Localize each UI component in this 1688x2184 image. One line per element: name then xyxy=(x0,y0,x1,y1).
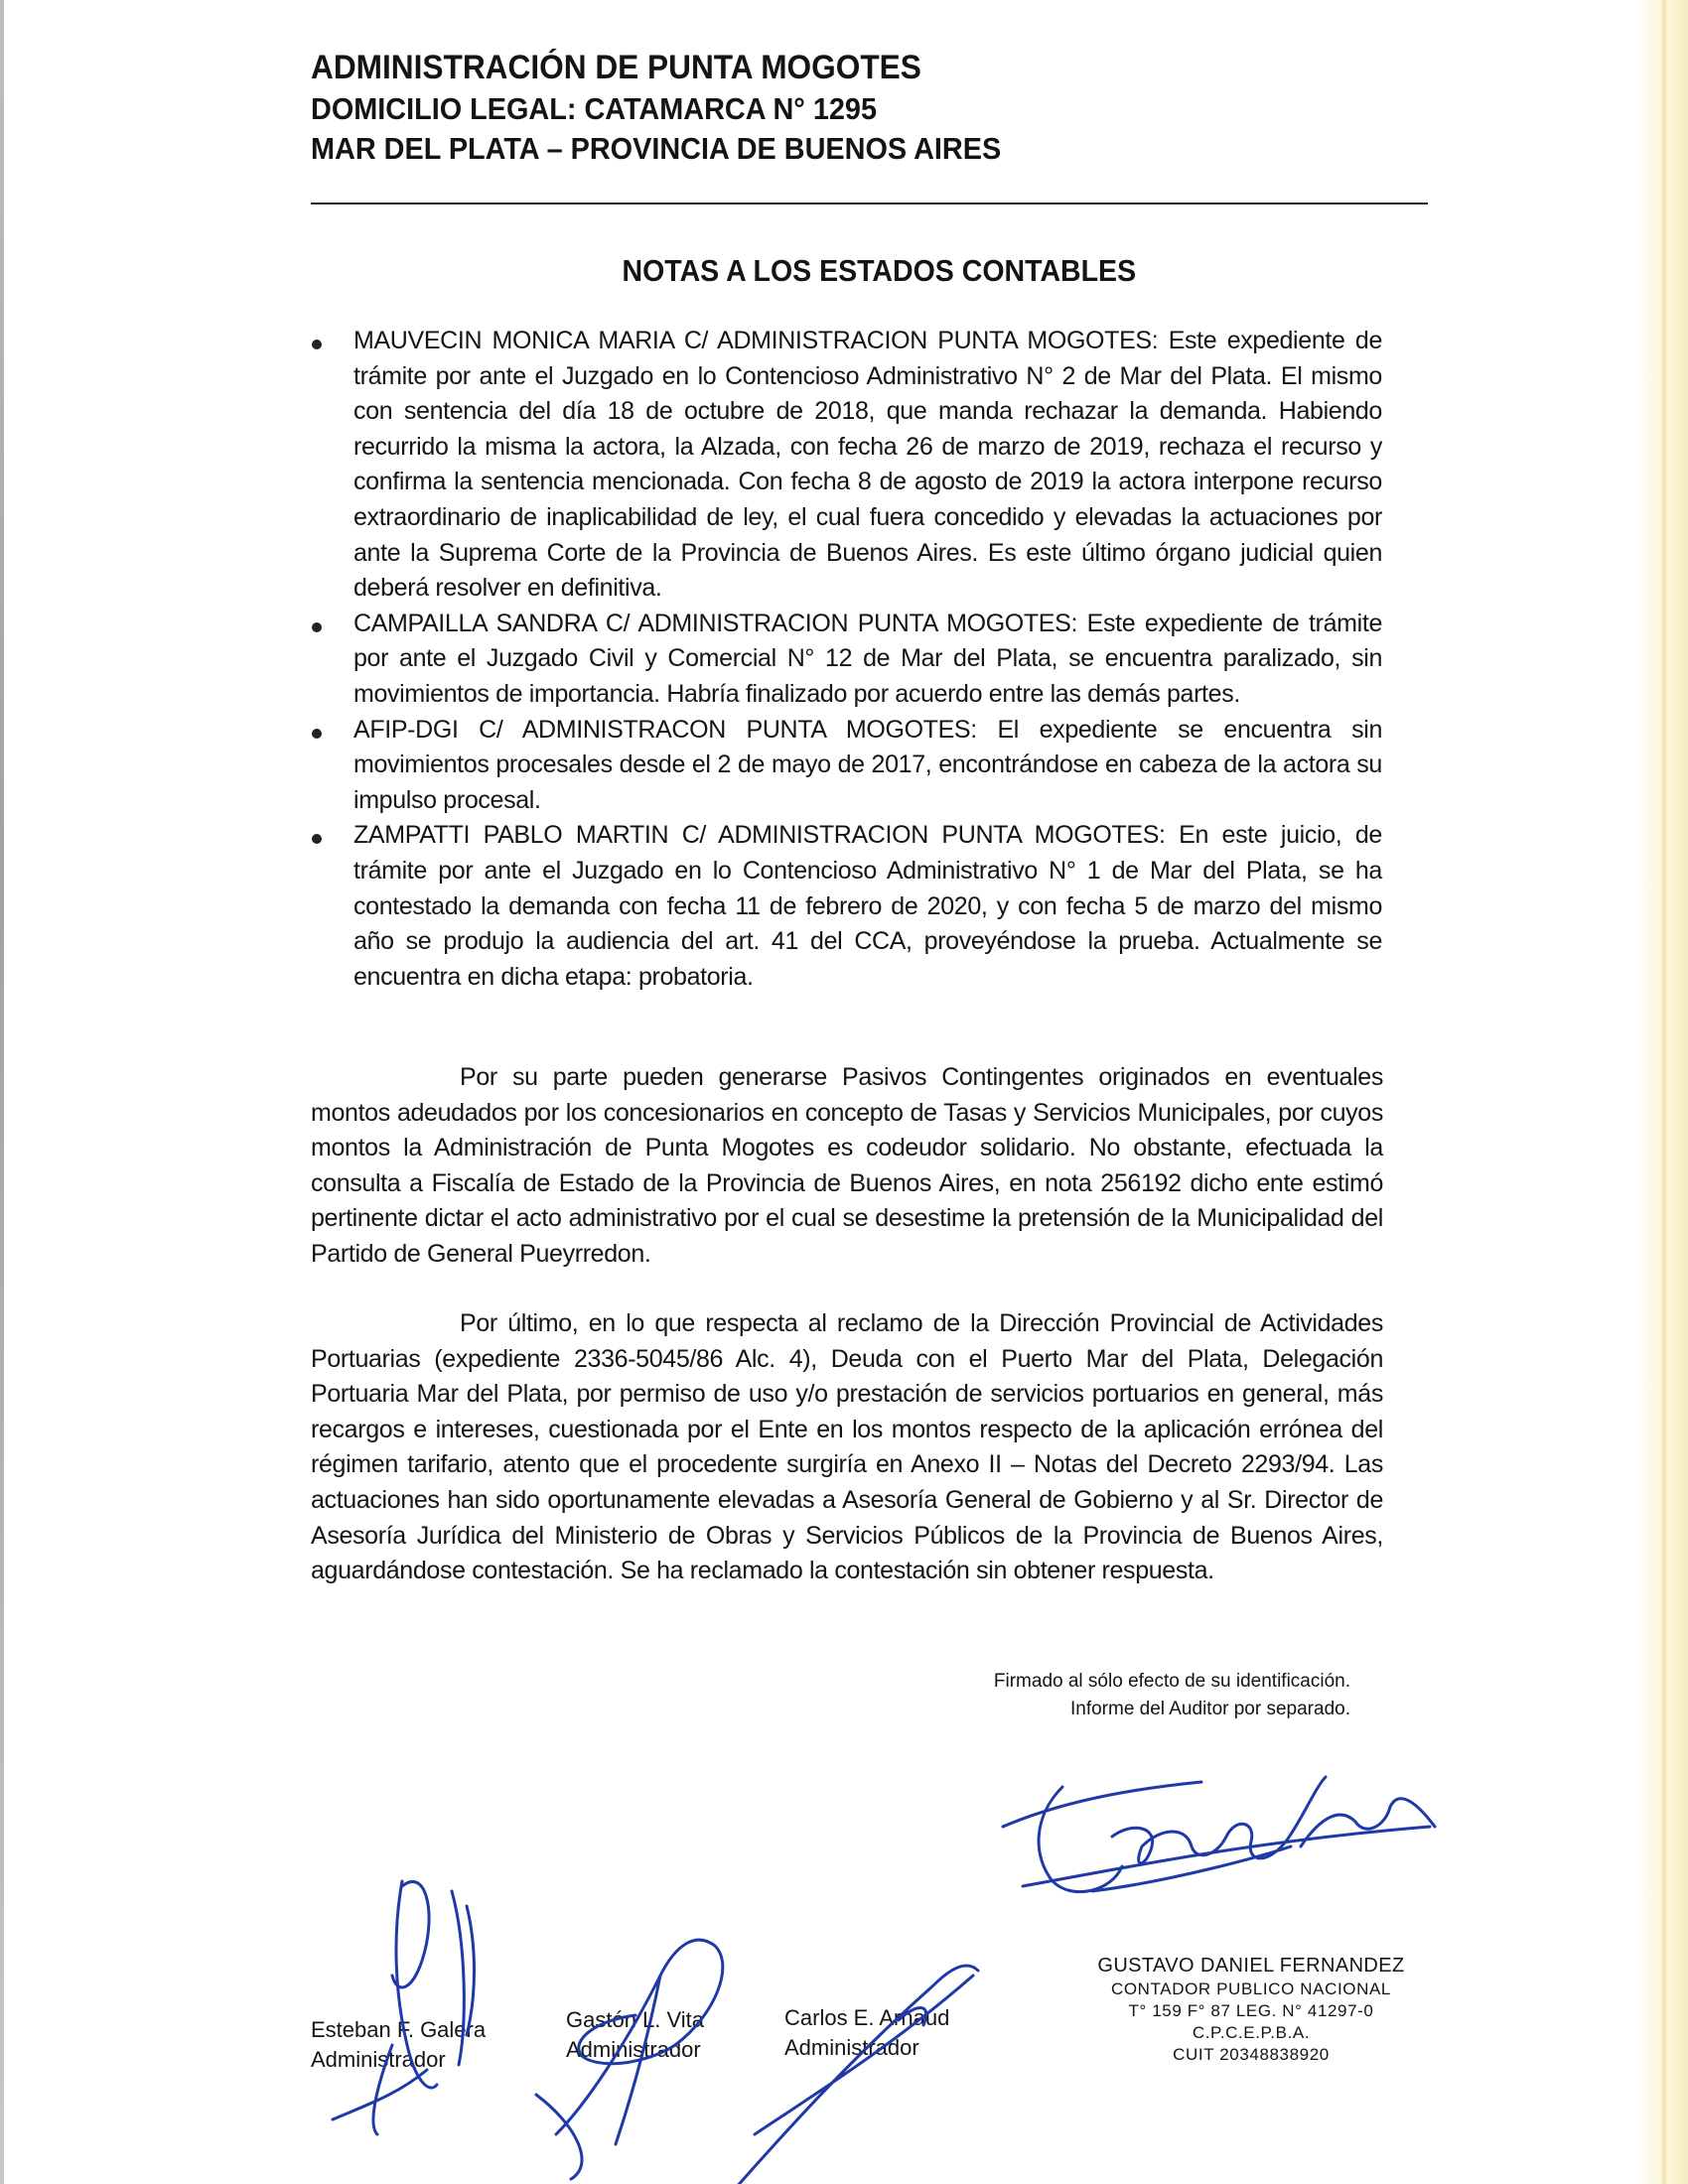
list-item xyxy=(353,607,1382,713)
certification-line-1: Firmado al sólo efecto de su identificación. xyxy=(993,1671,1350,1692)
certification-line-2: Informe del Auditor por separado. xyxy=(1069,1699,1350,1719)
list-item xyxy=(353,818,1382,995)
note-text: MAUVECIN MONICA MARIA C/ ADMINISTRACION PUNTA MOGOTES: Este expediente de trámite por ante el Juzgado en lo Contencioso Administrativo N° 2 de Mar del Plata. El mismo con sentencia del día 18 de octubre de 2018, que manda rechazar la demanda. Habiendo recurrido la misma la actora, la Alzada, con fecha 26 de marzo de 2019, rechaza el recurso y confirma la sentencia mencionada. Con fecha 8 de agosto de 2019 la actora interpone recurso extraordinario de inaplicabilidad de ley, el cual fuera concedido y elevadas la actuaciones por ante la Suprema Corte de la Provincia de Buenos Aires. Es este último órgano judicial quien deberá resolver en definitiva. xyxy=(353,327,1382,603)
signatory-role: Administrador xyxy=(784,2035,919,2060)
auditor-registration: T° 159 F° 87 LEG. N° 41297-0 xyxy=(1128,2001,1374,2020)
bullet-icon xyxy=(312,622,322,632)
signatory-name: Carlos E. Arnaud xyxy=(784,2005,950,2030)
bullet-icon xyxy=(312,729,322,739)
signatory-role: Administrador xyxy=(311,2047,446,2072)
list-item xyxy=(353,713,1382,819)
signatory-name: Gastón L. Vita xyxy=(566,2007,705,2032)
city-province: MAR DEL PLATA – PROVINCIA DE BUENOS AIRES xyxy=(311,131,1002,166)
bullet-icon xyxy=(312,340,322,349)
note-text: CAMPAILLA SANDRA C/ ADMINISTRACION PUNTA MOGOTES: Este expediente de trámite por ante el Juzgado Civil y Comercial N° 12 de Mar del Plata, se encuentra paralizado, sin movimientos de importancia. Habría finalizado por acuerdo entre las demás partes. xyxy=(353,609,1382,708)
header-divider xyxy=(311,203,1428,205)
signature-galera xyxy=(333,1881,475,2134)
bullet-icon xyxy=(312,834,322,844)
auditor-council: C.P.C.E.P.B.A. xyxy=(1192,2023,1311,2042)
litigation-notes-list xyxy=(353,324,1382,995)
signature-arnaud xyxy=(735,1966,978,2184)
auditor-stamp xyxy=(1092,1954,1410,2066)
signatory-name: Esteban F. Galera xyxy=(311,2017,487,2042)
letterhead xyxy=(311,46,1054,169)
signature-fernandez xyxy=(1003,1777,1435,1892)
signatory-block xyxy=(566,2005,704,2065)
note-text: AFIP-DGI C/ ADMINISTRACON PUNTA MOGOTES: El expediente se encuentra sin movimientos procesales desde el 2 de mayo de 2017, encontrándose en cabeza de la actora su impulso procesal. xyxy=(353,715,1382,814)
list-item xyxy=(353,324,1382,607)
scan-right-edge xyxy=(1640,0,1688,2184)
signatory-block xyxy=(311,2015,486,2075)
auditor-title: CONTADOR PUBLICO NACIONAL xyxy=(1110,1979,1391,1998)
legal-address: DOMICILIO LEGAL: CATAMARCA N° 1295 xyxy=(311,91,877,126)
port-claim-paragraph: Por último, en lo que respecta al reclamo de la Dirección Provincial de Actividades Portuarias (expediente 2336-5045/86 Alc. 4), Deuda con el Puerto Mar del Plata, Delegación Portuaria Mar del Plata, por permiso de uso y/o prestación de servicios portuarios en general, más recargos e intereses, cuestionada por el Ente en los montos respecto de la aplicación errónea del régimen tarifario, atento que el procedente surgiría en Anexo II – Notas del Decreto 2293/94. Las actuaciones han sido oportunamente elevadas a Asesoría General de Gobierno y al Sr. Director de Asesoría Jurídica del Ministerio de Obras y Servicios Públicos de la Provincia de Buenos Aires, aguardándose contestación. Se ha reclamado la contestación sin obtener respuesta. xyxy=(311,1309,1383,1585)
document-title xyxy=(0,253,1688,289)
auditor-name: GUSTAVO DANIEL FERNANDEZ xyxy=(1097,1955,1405,1977)
note-text: ZAMPATTI PABLO MARTIN C/ ADMINISTRACION PUNTA MOGOTES: En este juicio, de trámite por ante el Juzgado en lo Contencioso Administrativo N° 1 de Mar del Plata, se ha contestado la demanda con fecha 11 de febrero de 2020, y con fecha 5 de marzo del mismo año se produjo la audiencia del art. 41 del CCA, proveyéndose la prueba. Actualmente se encuentra en dicha etapa: probatoria. xyxy=(353,821,1382,991)
signatory-role: Administrador xyxy=(566,2037,701,2062)
certification-note xyxy=(994,1668,1350,1723)
auditor-cuit: CUIT 20348838920 xyxy=(1173,2045,1330,2064)
document-title-text: NOTAS A LOS ESTADOS CONTABLES xyxy=(622,253,1136,288)
contingent-liabilities-paragraph: Por su parte pueden generarse Pasivos Contingentes originados en eventuales montos adeudados por los concesionarios en concepto de Tasas y Servicios Municipales, por cuyos montos la Administración de Punta Mogotes es codeudor solidario. No obstante, efectuada la consulta a Fiscalía de Estado de la Provincia de Buenos Aires, en nota 256192 dicho ente estimó pertinente dictar el acto administrativo por el cual se desestime la pretensión de la Municipalidad del Partido de General Pueyrredon. xyxy=(311,1063,1383,1268)
signatory-block xyxy=(784,2003,949,2063)
scan-left-edge xyxy=(0,0,4,2184)
organization-name: ADMINISTRACIÓN DE PUNTA MOGOTES xyxy=(311,49,921,86)
